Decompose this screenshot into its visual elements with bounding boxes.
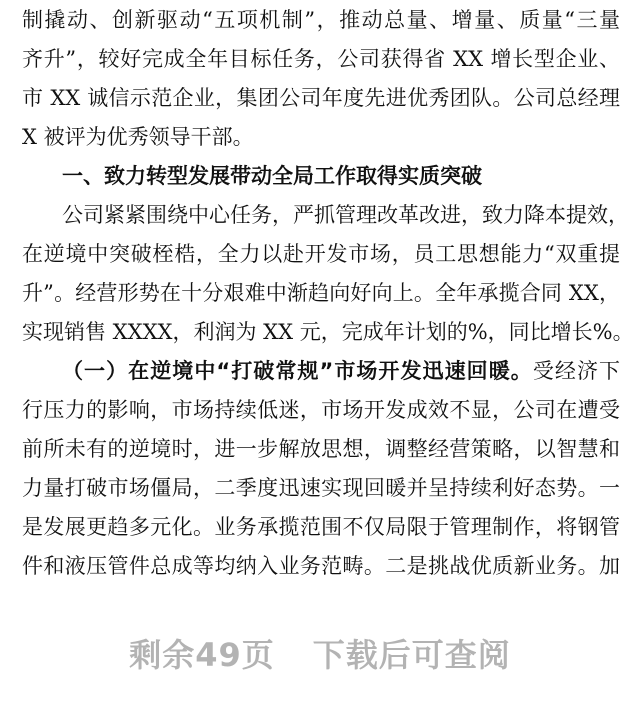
paragraph-line: 市 XX 诚信示范企业，集团公司年度先进优秀团队。公司总经理 [22, 86, 620, 110]
paragraph-line: 在逆境中突破桎梏，全力以赴开发市场，员工思想能力“双重提 [22, 242, 620, 266]
download-banner[interactable] [0, 630, 640, 676]
subsection-title: （一）在逆境中“打破常规”市场开发迅速回暖。 [62, 359, 533, 383]
paragraph-line: 前所未有的逆境时，进一步解放思想，调整经营策略，以智慧和 [22, 437, 620, 461]
download-to-view-label[interactable]: 下载后可查阅 [312, 636, 511, 674]
paragraph-line: X 被评为优秀领导干部。 [22, 125, 254, 149]
paragraph-line: 实现销售 XXXX，利润为 XX 元，完成年计划的%，同比增长%。 [22, 320, 634, 344]
paragraph-line: 公司紧紧围绕中心任务，严抓管理改革改进，致力降本提效， [62, 203, 629, 227]
paragraph-line: 齐升”，较好完成全年目标任务，公司获得省 XX 增长型企业、 [22, 47, 620, 71]
paragraph-line: 升”。经营形势在十分艰难中渐趋向好向上。全年承揽合同 XX， [22, 281, 620, 305]
paragraph-line: 力量打破市场僵局，二季度迅速实现回暖并呈持续利好态势。一 [22, 476, 620, 500]
paragraph-line: 件和液压管件总成等均纳入业务范畴。二是挑战优质新业务。加 [22, 554, 620, 578]
remaining-pages-label: 剩余49页 [129, 636, 275, 674]
subsection-first-rest: 受经济下 [532, 359, 620, 383]
paragraph-line: 制撬动、创新驱动“五项机制”，推动总量、增量、质量“三量 [22, 8, 620, 32]
paragraph-line: 是发展更趋多元化。业务承揽范围不仅局限于管理制作，将钢管 [22, 515, 620, 539]
subsection-first-line [62, 353, 620, 389]
section-heading: 一、致力转型发展带动全局工作取得实质突破 [62, 164, 482, 188]
paragraph-line: 行压力的影响，市场持续低迷，市场开发成效不显，公司在遭受 [22, 398, 620, 422]
